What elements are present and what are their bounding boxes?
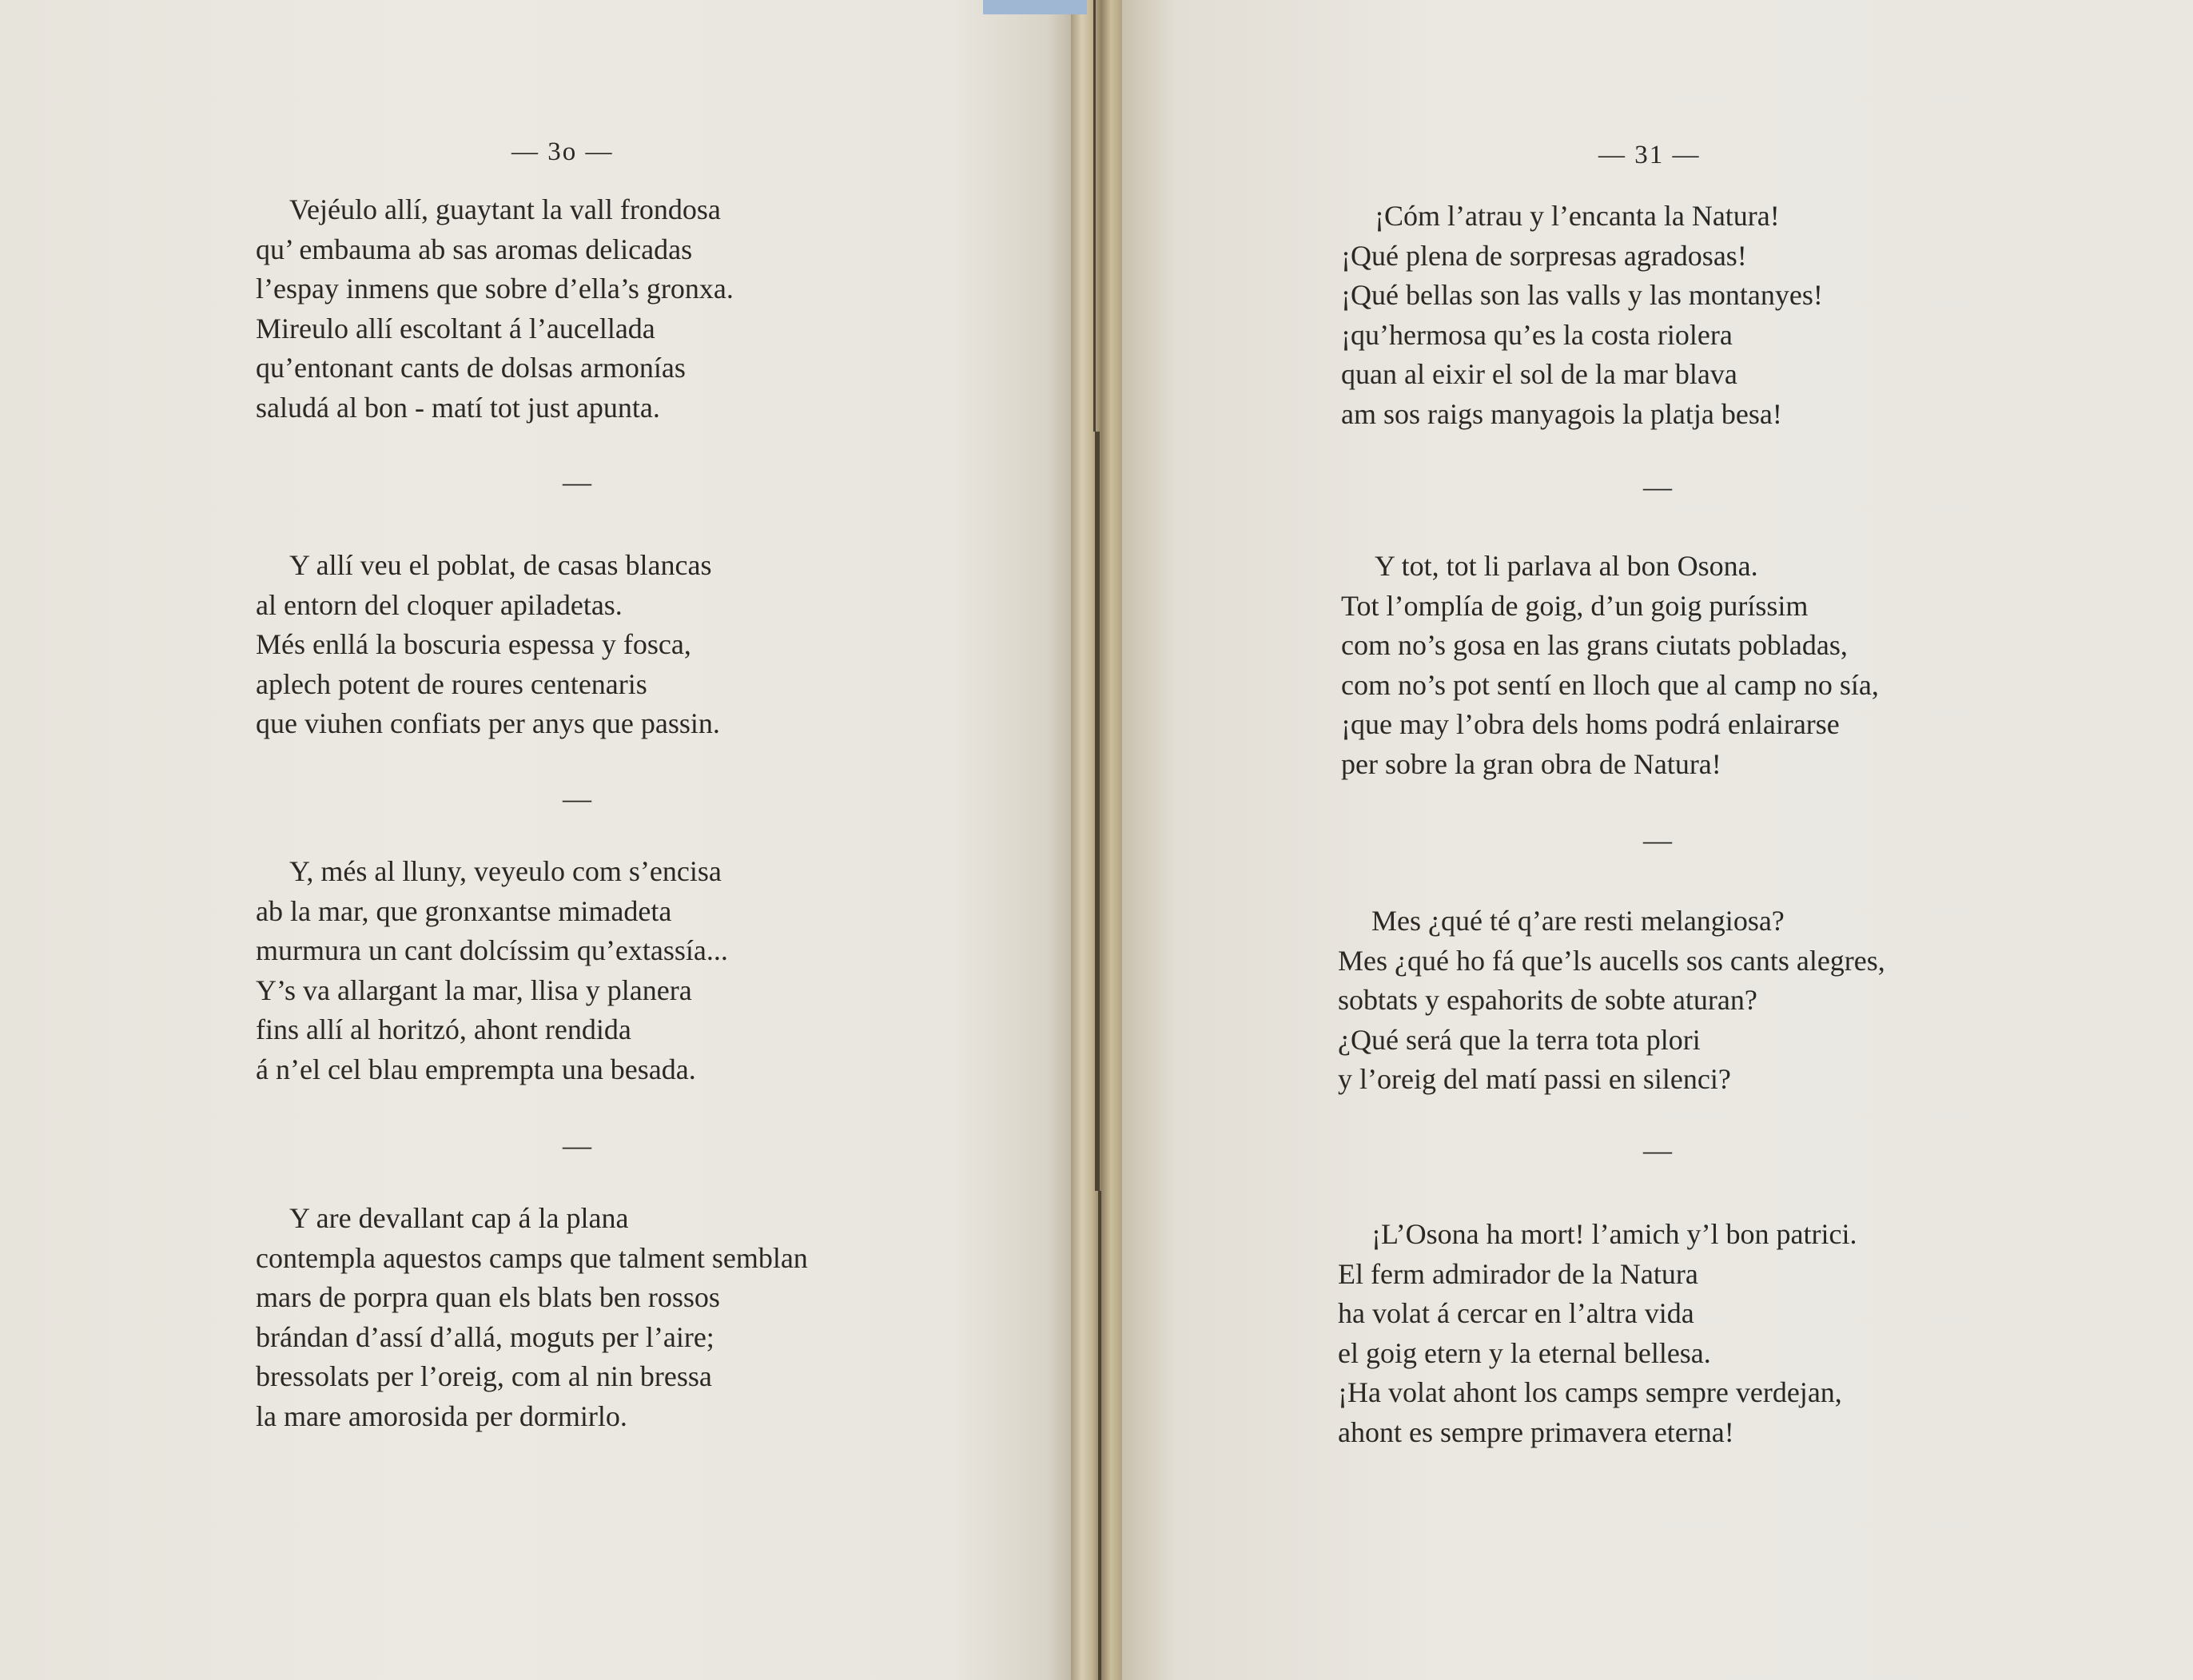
- verse-line: Y allí veu el poblat, de casas blancas: [289, 549, 712, 581]
- spine-crack: [1098, 1191, 1101, 1680]
- verse-line: á n’el cel blau emprempta una besada.: [256, 1053, 696, 1085]
- verse-line: qu’ embauma ab sas aromas delicadas: [256, 233, 693, 265]
- verse-line: ¡L’Osona ha mort! l’amich y’l bon patrici.: [1371, 1218, 1857, 1250]
- right-page: [1122, 0, 2193, 1680]
- spine-tear: [1095, 432, 1100, 1191]
- verse-line: Y are devallant cap á la plana: [289, 1202, 629, 1234]
- stanza-separator: —: [563, 782, 591, 814]
- stanza: [256, 190, 734, 428]
- verse-line: com no’s gosa en las grans ciutats pobladas,: [1341, 629, 1848, 661]
- stanza: [1341, 547, 1879, 784]
- ribbon-tab: [983, 0, 1087, 14]
- verse-line: y l’oreig del matí passi en silenci?: [1338, 1063, 1731, 1095]
- verse-line: mars de porpra quan els blats ben rossos: [256, 1281, 720, 1313]
- verse-line: Y, més al lluny, veyeulo com s’encisa: [289, 855, 722, 887]
- verse-line: Y’s va allargant la mar, llisa y planera: [256, 973, 692, 1006]
- verse-line: quan al eixir el sol de la mar blava: [1341, 358, 1737, 390]
- stanza: [1341, 197, 1823, 434]
- verse-line: que viuhen confiats per anys que passin.: [256, 707, 720, 739]
- verse-line: Mes ¿qué té q’are resti melangiosa?: [1371, 905, 1785, 937]
- spine-crack: [1093, 0, 1096, 432]
- verse-line: am sos raigs manyagois la platja besa!: [1341, 397, 1782, 430]
- verse-line: Mireulo allí escoltant á l’aucellada: [256, 312, 655, 344]
- verse-line: Tot l’omplía de goig, d’un goig puríssim: [1341, 589, 1809, 622]
- page-number: — 31 —: [1598, 141, 1701, 169]
- stanza-separator: —: [563, 466, 591, 498]
- verse-line: aplech potent de roures centenaris: [256, 667, 647, 700]
- verse-line: Vejéulo allí, guaytant la vall frondosa: [289, 193, 721, 225]
- stanza: [1338, 1215, 1857, 1452]
- verse-line: per sobre la gran obra de Natura!: [1341, 747, 1721, 780]
- stanza: [256, 852, 728, 1089]
- verse-line: Més enllá la boscuria espessa y fosca,: [256, 628, 691, 660]
- verse-line: ¡Ha volat ahont los camps sempre verdejan,: [1338, 1376, 1842, 1408]
- stanza-separator: —: [1643, 824, 1672, 856]
- verse-line: el goig etern y la eternal bellesa.: [1338, 1336, 1711, 1369]
- verse-line: qu’entonant cants de dolsas armonías: [256, 352, 686, 384]
- verse-line: contempla aquestos camps que talment semblan: [256, 1241, 808, 1274]
- verse-line: Mes ¿qué ho fá que’ls aucells sos cants alegres,: [1338, 944, 1885, 977]
- verse-line: El ferm admirador de la Natura: [1338, 1257, 1698, 1290]
- stanza: [1338, 902, 1885, 1100]
- page-number: — 3o —: [511, 137, 614, 166]
- stanza-separator: —: [563, 1129, 591, 1161]
- verse-line: al entorn del cloquer apiladetas.: [256, 588, 623, 621]
- verse-line: sobtats y espahorits de sobte aturan?: [1338, 984, 1757, 1016]
- stanza: [256, 1199, 808, 1436]
- verse-line: ¡qu’hermosa qu’es la costa riolera: [1341, 318, 1733, 351]
- verse-line: com no’s pot sentí en lloch que al camp no sía,: [1341, 668, 1879, 701]
- verse-line: l’espay inmens que sobre d’ella’s gronxa.: [256, 273, 734, 305]
- verse-line: ab la mar, que gronxantse mimadeta: [256, 894, 672, 927]
- stanza-separator: —: [1643, 1134, 1672, 1166]
- verse-line: ha volat á cercar en l’altra vida: [1338, 1297, 1694, 1329]
- verse-line: saludá al bon - matí tot just apunta.: [256, 391, 660, 424]
- verse-line: bressolats per l’oreig, com al nin bressa: [256, 1360, 712, 1392]
- left-page: [0, 0, 1081, 1680]
- verse-line: ¡Qué plena de sorpresas agradosas!: [1341, 239, 1747, 272]
- verse-line: brándan d’assí d’allá, moguts per l’aire;: [256, 1320, 714, 1353]
- verse-line: Y tot, tot li parlava al bon Osona.: [1375, 550, 1758, 582]
- verse-line: ¡Cóm l’atrau y l’encanta la Natura!: [1375, 200, 1780, 232]
- stanza: [256, 546, 720, 744]
- verse-line: fins allí al horitzó, ahont rendida: [256, 1013, 631, 1045]
- verse-line: ¡que may l’obra dels homs podrá enlairarse: [1341, 708, 1840, 740]
- verse-line: ¿Qué será que la terra tota plori: [1338, 1023, 1701, 1056]
- stanza-separator: —: [1643, 471, 1672, 503]
- verse-line: la mare amorosida per dormirlo.: [256, 1399, 627, 1432]
- verse-line: ahont es sempre primavera eterna!: [1338, 1415, 1734, 1448]
- verse-line: murmura un cant dolcíssim qu’extassía...: [256, 934, 728, 966]
- verse-line: ¡Qué bellas son las valls y las montanyes!: [1341, 279, 1823, 311]
